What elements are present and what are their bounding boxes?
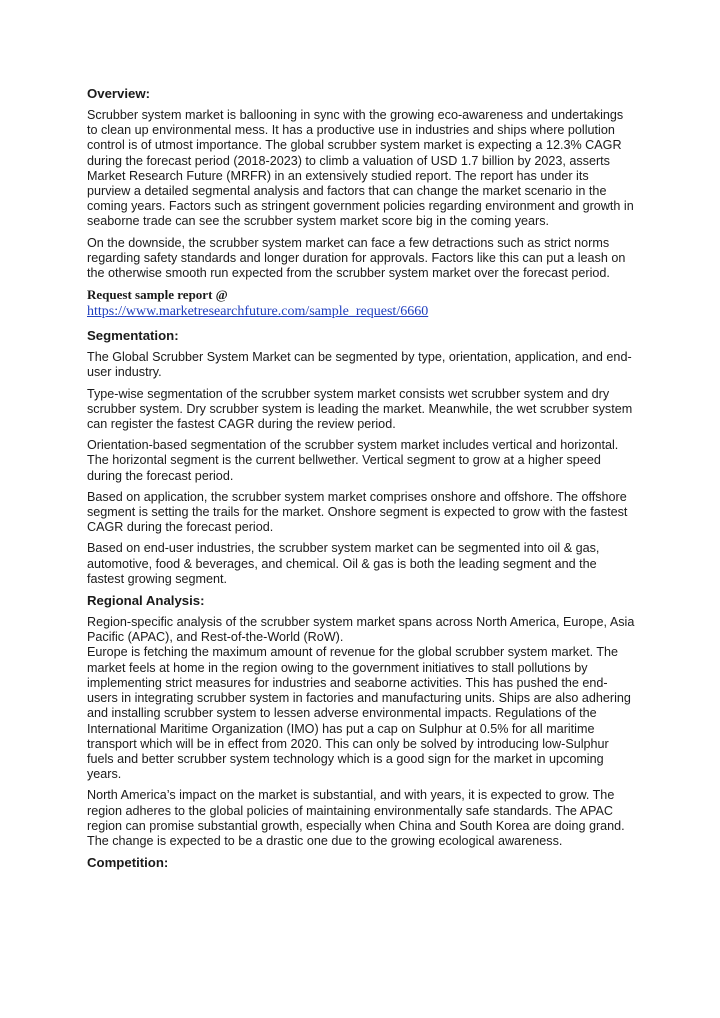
segmentation-paragraph-5: Based on end-user industries, the scrubber system market can be segmented into oil & gas, automotive, food & beverages, and chemical. Oil & gas is both the leading segment and the fastest growing segment. xyxy=(87,541,600,586)
document-page xyxy=(87,86,635,877)
segmentation-heading: Segmentation: xyxy=(87,328,179,344)
request-sample-label: Request sample report @ xyxy=(87,287,228,303)
regional-paragraph-1: Region-specific analysis of the scrubber system market spans across North America, Europe, Asia Pacific (APAC), and Rest-of-the-World (RoW). xyxy=(87,615,635,645)
request-sample-link[interactable]: https://www.marketresearchfuture.com/sample_request/6660 xyxy=(87,304,429,320)
regional-paragraph-3: North America’s impact on the market is substantial, and with years, it is expected to grow. The region adheres to the global policies of maintaining environmentally safe standards. The APAC region can promise substantial growth, especially when China and South Korea are doing grand. The change is expected to be a drastic one due to the growing ecological awareness. xyxy=(87,788,625,848)
segmentation-paragraph-4: Based on application, the scrubber system market comprises onshore and offshore. The offshore segment is setting the trails for the market. Onshore segment is expected to grow with the fastest CAGR during the forecast period. xyxy=(87,489,628,535)
segmentation-paragraph-1: The Global Scrubber System Market can be segmented by type, orientation, application, and end-user industry. xyxy=(87,350,632,380)
segmentation-paragraph-3: Orientation-based segmentation of the scrubber system market includes vertical and horizontal. The horizontal segment is the current bellwether. Vertical segment to grow at a higher speed during the forecast period. xyxy=(87,438,619,483)
regional-paragraph-2: Europe is fetching the maximum amount of revenue for the global scrubber system market. The market feels at home in the region owing to the government initiatives to stall pollutions by implementing strict measures for industries and seaborne activities. This has pushed the end-users in integrating scrubber system in factories and manufacturing units. Ships are also adhering and installing scrubber system to lessen adverse environmental impacts. Regulations of the International Maritime Organization (IMO) has put a cap on Sulphur at 0.5% for all maritime transport which will be in effect from 2020. This can only be solved by introducing low-Sulphur fuels and better scrubber system technology which is a good sign for the market in upcoming years. xyxy=(87,645,631,782)
competition-heading: Competition: xyxy=(87,855,169,871)
overview-paragraph-1: Scrubber system market is ballooning in sync with the growing eco-awareness and undertakings to clean up environmental mess. It has a productive use in industries and ships where pollution control is of utmost importance. The global scrubber system market is expecting a 12.3% CAGR during the forecast period (2018-2023) to climb a valuation of USD 1.7 billion by 2023, asserts Market Research Future (MRFR) in an extensively studied report. The report has under its purview a detailed segmental analysis and factors that can change the market scenario in the coming years. Factors such as stringent government policies regarding environment and growth in seaborne trade can see the scrubber system market score big in the coming years. xyxy=(87,108,634,229)
segmentation-paragraph-2: Type-wise segmentation of the scrubber system market consists wet scrubber system and dry scrubber system. Dry scrubber system is leading the market. Meanwhile, the wet scrubber system can register the fastest CAGR during the review period. xyxy=(87,386,633,432)
overview-heading: Overview: xyxy=(87,86,151,101)
regional-analysis-heading: Regional Analysis: xyxy=(87,593,205,609)
overview-paragraph-2: On the downside, the scrubber system market can face a few detractions such as strict norms regarding safety standards and longer duration for approvals. Factors like this can put a leash on the otherwise smooth run expected from the scrubber system market over the forecast period. xyxy=(87,235,626,281)
